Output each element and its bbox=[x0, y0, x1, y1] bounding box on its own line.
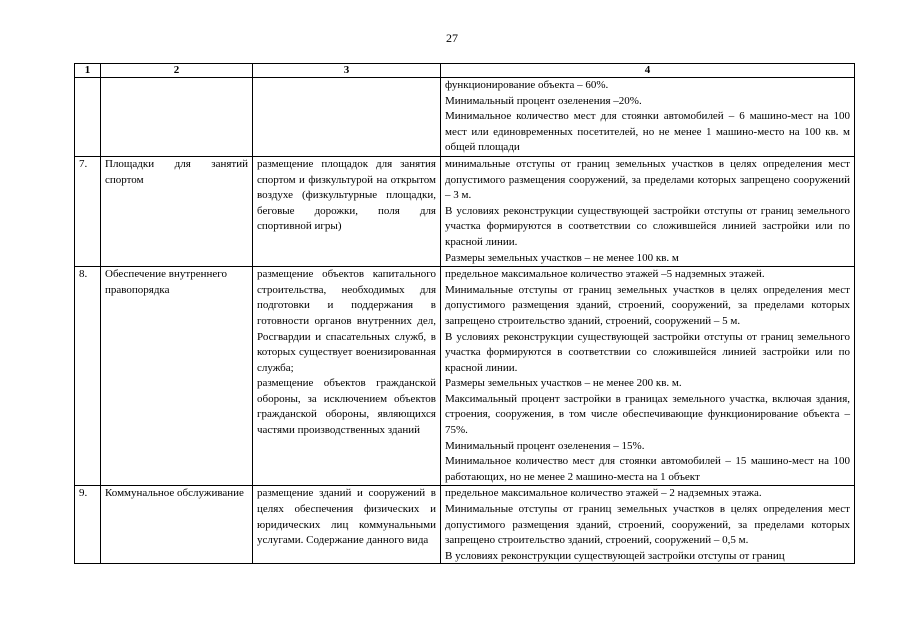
regulations-table bbox=[74, 63, 855, 564]
row-number-cell: 9. bbox=[75, 486, 101, 563]
parameter-line: Минимальное количество мест для стоянки автомобилей – 6 машино-мест на 100 мест или единовременных посетителей, но не менее 1 машино-место на 100 кв. м общей площади bbox=[445, 110, 850, 154]
parameter-line: Максимальный процент застройки в границах земельного участка, включая здания, строения, сооружения, в том числе обеспечивающие функционирование объекта – 75%. bbox=[445, 392, 850, 437]
parameters-cell bbox=[441, 267, 855, 486]
use-name-cell: Обеспечение внутреннего правопорядка bbox=[101, 267, 253, 486]
parameters-cell bbox=[441, 486, 855, 563]
use-description-cell bbox=[253, 267, 441, 486]
use-name-cell: Коммунальное обслуживание bbox=[101, 486, 253, 563]
parameters-cell bbox=[441, 156, 855, 266]
row-number-cell: 8. bbox=[75, 267, 101, 486]
row-number-cell bbox=[75, 78, 101, 157]
use-name-cell: Площадки для занятий спортом bbox=[101, 156, 253, 266]
page-number: 27 bbox=[446, 31, 458, 45]
row-number-cell: 7. bbox=[75, 156, 101, 266]
parameter-line: предельное максимальное количество этажей –5 надземных этажей. bbox=[445, 268, 765, 281]
use-description-cell: размещение зданий и сооружений в целях обеспечения физических и юридических лиц коммунальными услугами. Содержание данного вида bbox=[253, 486, 441, 563]
parameter-line: В условиях реконструкции существующей застройки отступы от границ земельного участка формируются в соответствии со сложившейся линией застройки или по красной линии. bbox=[445, 330, 850, 374]
table-row bbox=[75, 486, 855, 563]
header-cell-1: 1 bbox=[75, 64, 101, 78]
use-description-cell: размещение площадок для занятия спортом и физкультурой на открытом воздухе (физкультурные площадки, беговые дорожки, поля для спортивной игры) bbox=[253, 156, 441, 266]
parameter-line: функционирование объекта – 60%. bbox=[445, 79, 609, 91]
description-paragraph: размещение объектов капитального строительства, необходимых для подготовки и поддержания в готовности органов внутренних дел, Росгвардии и спасательных служб, в которых существует военизированная служба; bbox=[257, 268, 436, 374]
parameter-line: В условиях реконструкции существующей застройки отступы от границ bbox=[445, 549, 785, 562]
parameter-line: Размеры земельных участков – не менее 100 кв. м bbox=[445, 251, 679, 264]
use-name-cell bbox=[101, 78, 253, 157]
parameter-line: Размеры земельных участков – не менее 200 кв. м. bbox=[445, 377, 682, 390]
parameter-line: Минимальные отступы от границ земельных участков в целях определения мест допустимого размещения зданий, строений, сооружений, за пределами которых запрещено строительство зданий, строений, сооружений – 0,5 м. bbox=[445, 503, 850, 547]
parameter-line: предельное максимальное количество этажей – 2 надземных этажа. bbox=[445, 487, 762, 500]
parameter-line: В условиях реконструкции существующей застройки отступы от границ земельного участка формируются в соответствии со сложившейся линией застройки или по красной линии. bbox=[445, 204, 850, 248]
description-paragraph: размещение объектов гражданской обороны, за исключением объектов гражданской обороны, являющихся частями производственных зданий bbox=[257, 377, 436, 437]
table-row-continued bbox=[75, 78, 855, 157]
header-cell-2: 2 bbox=[101, 64, 253, 78]
header-cell-4: 4 bbox=[441, 64, 855, 78]
parameter-line: Минимальный процент озеленения – 15%. bbox=[445, 439, 645, 452]
header-cell-3: 3 bbox=[253, 64, 441, 78]
table-row bbox=[75, 156, 855, 266]
parameter-line: Минимальное количество мест для стоянки автомобилей – 15 машино-мест на 100 работающих, но не менее 2 машино-места на 1 объект bbox=[445, 455, 850, 483]
table-header-row bbox=[75, 64, 855, 78]
table-row bbox=[75, 267, 855, 486]
parameter-line: минимальные отступы от границ земельных участков в целях определения мест допустимого размещения сооружений, за пределами которых запрещено сооружений – 3 м. bbox=[445, 157, 850, 202]
parameter-line: Минимальные отступы от границ земельных участков в целях определения мест допустимого размещения зданий, строений, сооружений, за пределами которых запрещено строительство зданий, строений, сооружений – 5 м. bbox=[445, 283, 850, 327]
parameters-cell bbox=[441, 78, 855, 157]
use-description-cell bbox=[253, 78, 441, 157]
parameter-line: Минимальный процент озеленения –20%. bbox=[445, 94, 642, 107]
